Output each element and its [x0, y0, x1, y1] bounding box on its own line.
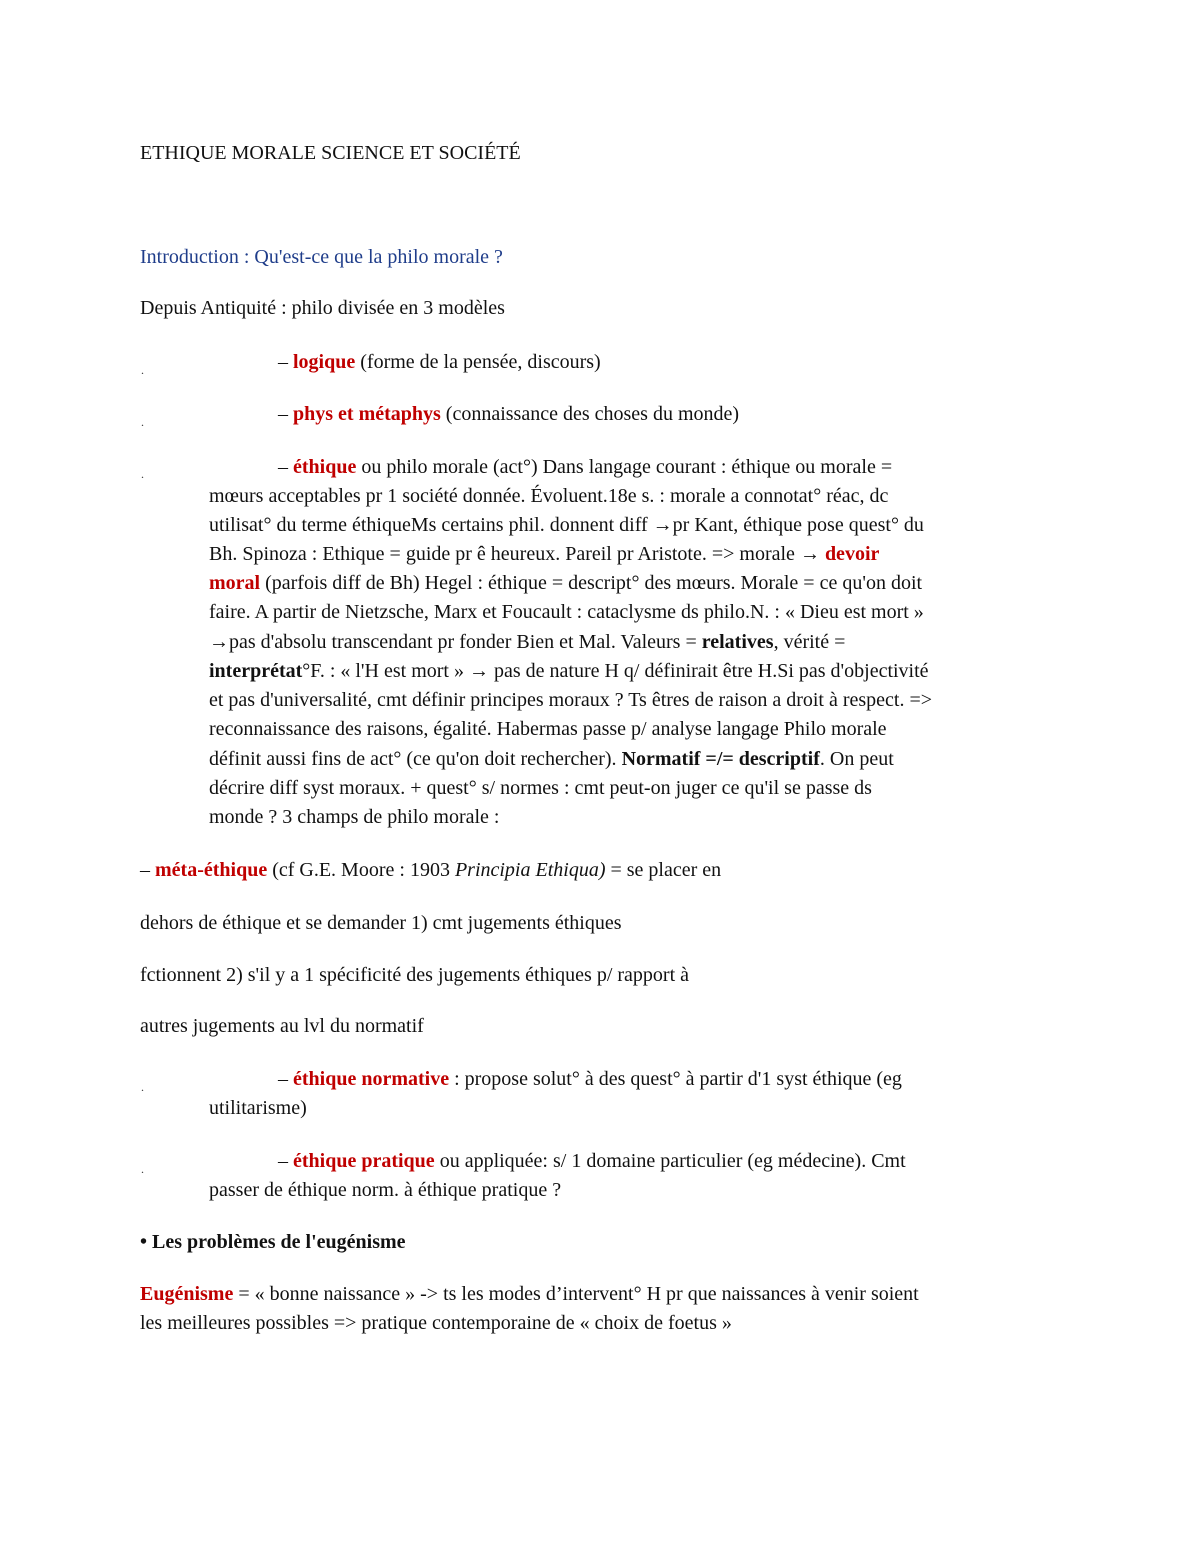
list-item-ethique [278, 455, 892, 479]
arrow-glyph: → [799, 543, 820, 565]
arrow-glyph: → [468, 660, 489, 682]
item-text: (cf G.E. Moore : 1903 [267, 859, 455, 881]
paragraph-line [209, 659, 929, 683]
item-text: . On peut [819, 748, 894, 770]
dash: – [278, 403, 288, 425]
bullet-marker: . [141, 1162, 144, 1176]
bullet-marker: . [141, 467, 144, 481]
paragraph-line: décrire diff syst moraux. + quest° s/ normes : cmt peut-on juger ce qu'il se passe ds [209, 777, 872, 799]
paragraph-line [209, 513, 924, 537]
term-relatives: relatives [701, 631, 774, 653]
intro-heading: Introduction : Qu'est-ce que la philo morale ? [140, 246, 503, 268]
arrow-glyph: → [209, 631, 229, 653]
item-text: pr Kant, éthique pose quest° du [672, 514, 924, 536]
paragraph-line [209, 747, 894, 771]
paragraph-line: passer de éthique norm. à éthique pratique ? [209, 1179, 562, 1201]
item-text: ou philo morale (act°) Dans langage courant : éthique ou morale = [356, 456, 893, 478]
item-text: (parfois diff de Bh) Hegel : éthique = descript° des mœurs. Morale = ce qu'on doit [260, 572, 923, 594]
item-text: = « bonne naissance » -> ts les modes d’intervent° H pr que naissances à venir soient [233, 1283, 919, 1305]
item-text: Bh. Spinoza : Ethique = guide pr ê heureux. Pareil pr Aristote. => morale [209, 543, 800, 565]
dash: – [278, 351, 288, 373]
item-text: (forme de la pensée, discours) [355, 351, 601, 373]
paragraph-line: dehors de éthique et se demander 1) cmt jugements éthiques [140, 912, 622, 934]
document-title: ETHIQUE MORALE SCIENCE ET SOCIÉTÉ [140, 142, 521, 164]
term-normatif: Normatif =/= descriptif [621, 748, 820, 770]
paragraph-line: et pas d'universalité, cmt définir principes moraux ? Ts êtres de raison a droit à respect. => [209, 689, 933, 711]
term-devoir: devoir [824, 543, 880, 565]
item-text: pas d'absolu transcendant pr fonder Bien et Mal. Valeurs = [229, 631, 702, 653]
meta-ethique-line [140, 858, 721, 882]
bullet-marker: . [141, 415, 144, 429]
item-text: = se placer en [605, 859, 722, 881]
paragraph-line [209, 542, 879, 566]
eugenisme-line [140, 1282, 919, 1306]
item-text: (connaissance des choses du monde) [440, 403, 740, 425]
term-eugenisme: Eugénisme [140, 1283, 234, 1305]
term-interpretat: interprétat [209, 660, 303, 682]
list-item-normative [278, 1067, 902, 1091]
term-meta-ethique: méta-éthique [155, 859, 268, 881]
item-text: ou appliquée: s/ 1 domaine particulier (eg médecine). Cmt [434, 1150, 906, 1172]
paragraph-line [209, 571, 922, 595]
list-item-logique [278, 350, 601, 374]
arrow-glyph: → [652, 514, 673, 536]
term-ethique-pratique: éthique pratique [293, 1150, 435, 1172]
dash: – [278, 1150, 288, 1172]
term-moral: moral [209, 572, 261, 594]
paragraph-line: autres jugements au lvl du normatif [140, 1015, 424, 1037]
term-ethique: éthique [293, 456, 357, 478]
term-logique: logique [293, 351, 356, 373]
dash: – [278, 1068, 288, 1090]
bullet-marker: . [141, 1080, 144, 1094]
paragraph-line: reconnaissance des raisons, égalité. Habermas passe p/ analyse langage Philo morale [209, 718, 887, 740]
section-heading-eugenisme: • Les problèmes de l'eugénisme [140, 1231, 406, 1253]
item-text: , vérité = [773, 631, 846, 653]
term-phys: phys et métaphys [293, 403, 441, 425]
paragraph-line: faire. A partir de Nietzsche, Marx et Foucault : cataclysme ds philo.N. : « Dieu est mort » [209, 601, 924, 623]
dash: – [140, 859, 150, 881]
item-text: définit aussi fins de act° (ce qu'on doit rechercher). [209, 748, 622, 770]
item-text: °F. : « l'H est mort » [302, 660, 469, 682]
bullet-marker: . [141, 363, 144, 377]
list-item-pratique [278, 1149, 906, 1173]
paragraph-line: les meilleures possibles => pratique contemporaine de « choix de foetus » [140, 1312, 732, 1334]
item-text: utilisat° du terme éthiqueMs certains phil. donnent diff [209, 514, 653, 536]
term-ethique-normative: éthique normative [293, 1068, 450, 1090]
dash: – [278, 456, 288, 478]
paragraph-line: monde ? 3 champs de philo morale : [209, 806, 500, 828]
paragraph-line: utilitarisme) [209, 1097, 307, 1119]
list-item-phys [278, 402, 739, 426]
paragraph-line: mœurs acceptables pr 1 société donnée. Évoluent.18e s. : morale a connotat° réac, dc [209, 485, 889, 507]
paragraph-line [209, 630, 845, 654]
book-title: Principia Ethiqua) [454, 859, 606, 881]
paragraph-line: fctionnent 2) s'il y a 1 spécificité des jugements éthiques p/ rapport à [140, 964, 690, 986]
intro-line: Depuis Antiquité : philo divisée en 3 modèles [140, 297, 505, 319]
item-text: : propose solut° à des quest° à partir d'1 syst éthique (eg [449, 1068, 902, 1090]
item-text: pas de nature H q/ définirait être H.Si pas d'objectivité [493, 660, 929, 682]
